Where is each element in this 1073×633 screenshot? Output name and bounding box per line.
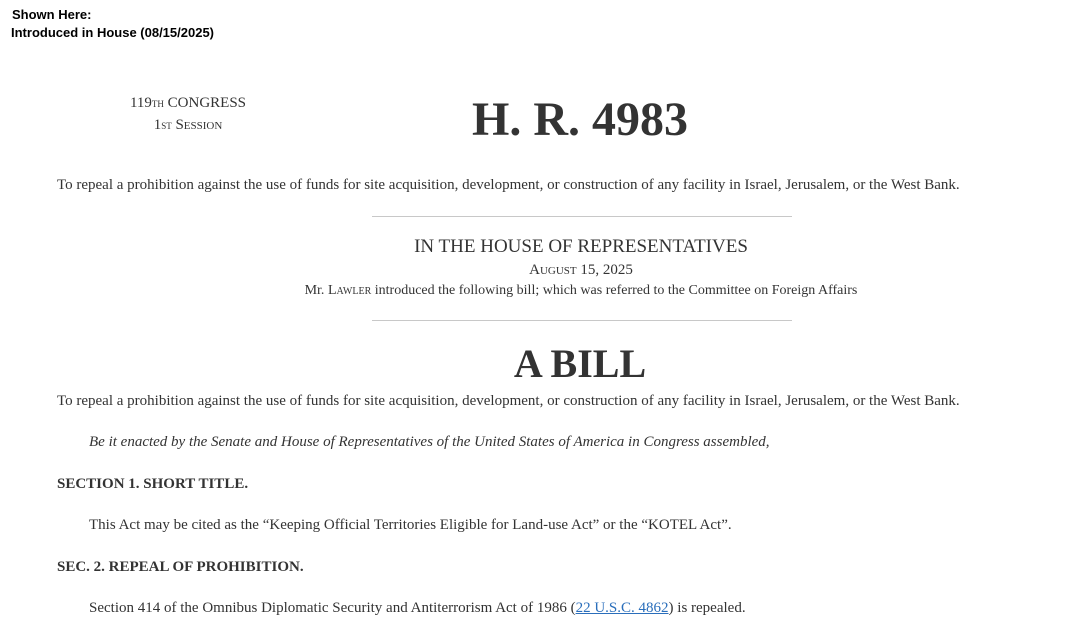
congress-number: 119th CONGRESS — [129, 95, 247, 111]
version-label: Shown Here: — [12, 7, 92, 22]
legis-type: A BILL — [513, 341, 647, 386]
divider — [372, 216, 792, 217]
action-date: August 15, 2025 — [529, 262, 633, 278]
usc-citation-link[interactable]: 22 U.S.C. 4862 — [575, 600, 669, 616]
action-description: Mr. Lawler introduced the following bill; which was referred to the Committee on Foreign Affairs — [304, 283, 858, 298]
section-2-text: Section 414 of the Omnibus Diplomatic Security and Antiterrorism Act of 1986 (22 U.S.C. 4862) is repealed. — [89, 600, 746, 616]
section-2-header: SEC. 2. REPEAL OF PROHIBITION. — [57, 559, 304, 575]
divider — [372, 320, 792, 321]
version-header — [12, 6, 214, 42]
congress-session-block — [98, 92, 278, 136]
chamber-heading: IN THE HOUSE OF REPRESENTATIVES — [414, 236, 748, 257]
sponsor-name: Lawler — [327, 283, 372, 298]
official-title: To repeal a prohibition against the use of funds for site acquisition, development, or construction of any facility in Israel, Jerusalem, or the West Bank. — [57, 177, 960, 193]
official-title-repeat: To repeal a prohibition against the use of funds for site acquisition, development, or construction of any facility in Israel, Jerusalem, or the West Bank. — [57, 393, 960, 409]
section-1-text: This Act may be cited as the “Keeping Official Territories Eligible for Land-use Act” or the “KOTEL Act”. — [89, 517, 732, 533]
section-1-header: SECTION 1. SHORT TITLE. — [57, 476, 249, 492]
bill-number: H. R. 4983 — [472, 93, 688, 146]
session-number: 1st Session — [153, 117, 223, 133]
version-status: Introduced in House (08/15/2025) — [11, 25, 215, 40]
enacting-clause: Be it enacted by the Senate and House of Representatives of the United States of America in Congress assembled, — [89, 434, 770, 450]
